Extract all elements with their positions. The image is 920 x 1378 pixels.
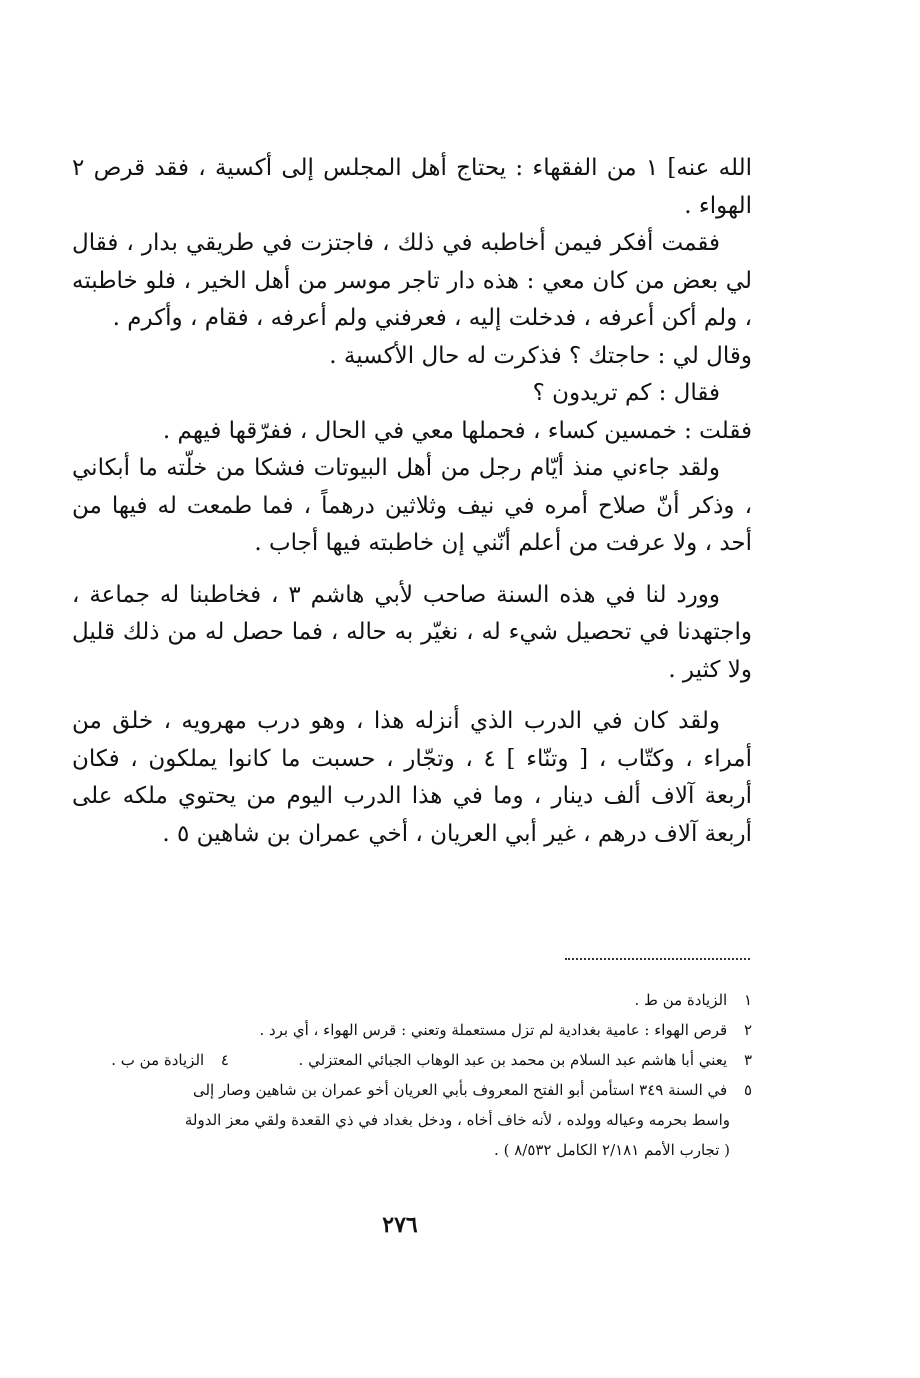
footnote-text: يعني أبا هاشم عبد السلام بن محمد بن عبد الوهاب الجبائي المعتزلي . [298, 1051, 728, 1069]
paragraph-1: الله عنه] ١ من الفقهاء : يحتاج أهل المجلس إلى أكسية ، فقد قرص ٢ الهواء . [72, 155, 752, 219]
footnote-number: ٥ [743, 1081, 752, 1099]
paragraph-2: فقمت أفكر فيمن أخاطبه في ذلك ، فاجتزت في طريقي بدار ، فقال لي بعض من كان معي : هذه دار تاجر موسر من أهل الخير ، فلو خاطبته ، ولم أكن أعرفه ، فدخلت إليه ، فعرفني ولم أعرفه ، فقام ، وأكرم . [72, 230, 752, 331]
footnote-number: ٣ [743, 1051, 752, 1069]
page-number: ٢٧٦ [382, 1212, 418, 1238]
footnote-separator [565, 958, 750, 960]
paragraph-6: ولقد جاءني منذ أيّام رجل من أهل البيوتات فشكا من خلّته ما أبكاني ، وذكر أنّ صلاح أمره في نيف وثلاثين درهماً ، فما طمعت له فيها من أحد ، ولا عرفت من أعلم أنّني إن خاطبته فيها أجاب . [72, 455, 752, 556]
paragraph-4: فقال : كم تريدون ؟ [532, 380, 720, 406]
main-text [72, 150, 752, 853]
footnote-5-continued: ( تجارب الأمم ٢/١٨١ الكامل ٨/٥٣٢ ) . [494, 1141, 730, 1159]
footnote-number: ١ [743, 991, 752, 1009]
footnote-text: قرص الهواء : عامية بغدادية لم تزل مستعملة وتعني : قرس الهواء ، أي برد . [259, 1021, 728, 1039]
paragraph-3: وقال لي : حاجتك ؟ فذكرت له حال الأكسية . [329, 342, 752, 369]
footnote-number: ٢ [743, 1021, 752, 1039]
footnote-5-continued: واسط بحرمه وعياله وولده ، لأنه خاف أخاه ، ودخل بغداد في ذي القعدة ولقي معز الدولة [184, 1111, 730, 1129]
footnotes [72, 985, 752, 1165]
footnote-3-4 [72, 1045, 752, 1075]
footnote-text: الزيادة من ط . [634, 991, 728, 1009]
footnote-2 [72, 1015, 752, 1045]
footnote-5 [72, 1075, 752, 1105]
footnote-text: الزيادة من ب . [111, 1051, 205, 1069]
paragraph-8: ولقد كان في الدرب الذي أنزله هذا ، وهو درب مهرويه ، خلق من أمراء ، وكتّاب ، [ وتنّاء ] ٤ ، وتجّار ، حسبت ما كانوا يملكون ، فكان أربعة آلاف ألف دينار ، وما في هذا الدرب اليوم من يحتوي ملكه على أربعة آلاف درهم ، غير أبي العريان ، أخي عمران بن شاهين ٥ . [72, 708, 752, 847]
paragraph-7: وورد لنا في هذه السنة صاحب لأبي هاشم ٣ ، فخاطبنا له جماعة ، واجتهدنا في تحصيل شيء له ، نغيّر به حاله ، فما حصل له من ذلك قليل ولا كثير . [72, 581, 752, 683]
paragraph-5: فقلت : خمسين كساء ، فحملها معي في الحال ، ففرّقها فيهم . [162, 417, 752, 444]
footnote-number: ٤ [220, 1051, 229, 1069]
footnote-text: في السنة ٣٤٩ استأمن أبو الفتح المعروف بأبي العريان أخو عمران بن شاهين وصار إلى [192, 1081, 728, 1099]
footnote-1 [72, 985, 752, 1015]
